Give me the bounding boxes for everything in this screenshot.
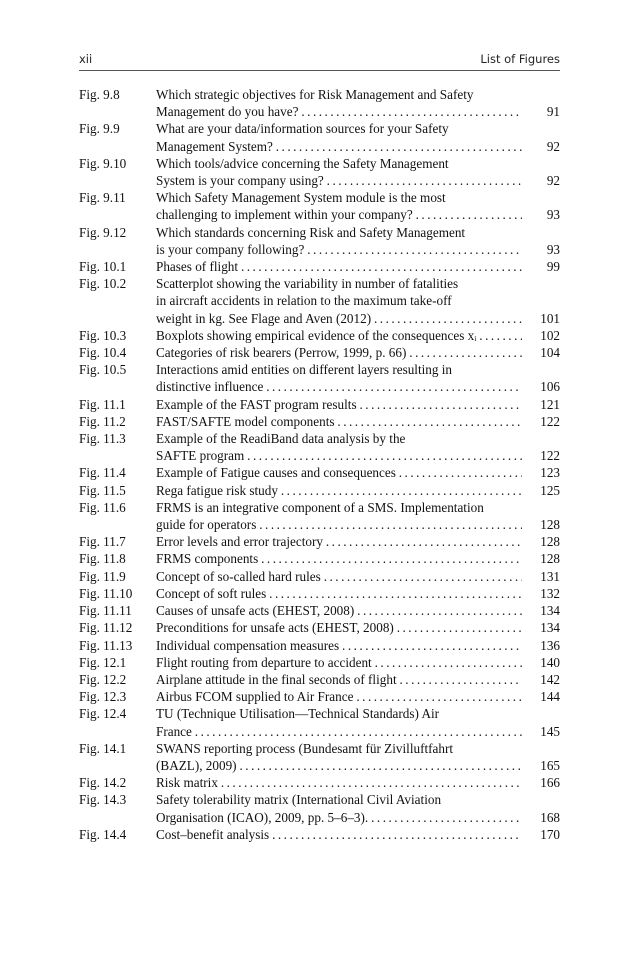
figure-page-number: 131	[540, 568, 560, 584]
figure-title-line: guide for operators . . .	[156, 516, 522, 533]
figure-title-line: Preconditions for unsafe acts (EHEST, 2008) . . .	[156, 619, 522, 636]
figure-title	[156, 791, 522, 825]
figure-number: Fig. 9.10	[79, 155, 127, 171]
figure-title-line: Categories of risk bearers (Perrow, 1999, p. 66) . . .	[156, 344, 522, 361]
figure-entry	[79, 344, 560, 361]
figure-title	[156, 568, 522, 585]
figure-page-number: 101	[540, 310, 560, 326]
figure-title-line: challenging to implement within your company? . . .	[156, 206, 522, 223]
figure-title	[156, 671, 522, 688]
figure-title	[156, 654, 522, 671]
figure-title	[156, 396, 522, 413]
figure-title	[156, 602, 522, 619]
figure-page-number: 125	[540, 482, 560, 498]
figure-number: Fig. 11.3	[79, 431, 126, 447]
figure-entry	[79, 826, 560, 843]
figure-title-line: FRMS is an integrative component of a SMS. Implementation	[156, 499, 484, 515]
figure-number: Fig. 10.1	[79, 259, 127, 275]
figure-title-line: Scatterplot showing the variability in number of fatalities	[156, 276, 459, 292]
figure-title-line: Airplane attitude in the final seconds of flight . . .	[156, 671, 522, 688]
figure-title-line: Management do you have? . . .	[156, 103, 522, 120]
figure-title	[156, 585, 522, 602]
figure-title-line: Example of the ReadiBand data analysis by the	[156, 431, 406, 447]
figure-number: Fig. 11.9	[79, 568, 126, 584]
figure-number: Fig. 11.2	[79, 413, 126, 429]
figure-title	[156, 224, 522, 258]
figure-number: Fig. 10.5	[79, 362, 127, 378]
figure-entry	[79, 637, 560, 654]
figure-title-line: Example of Fatigue causes and consequences . . .	[156, 464, 522, 481]
figure-title	[156, 688, 522, 705]
figure-entry	[79, 275, 560, 327]
figure-number: Fig. 12.3	[79, 689, 127, 705]
figure-title-line: TU (Technique Utilisation—Technical Standards) Air	[156, 706, 440, 722]
running-header	[79, 50, 560, 71]
figure-title	[156, 464, 522, 481]
figure-page-number: 128	[540, 551, 560, 567]
figure-title	[156, 344, 522, 361]
figure-entry	[79, 585, 560, 602]
figure-title-line: Safety tolerability matrix (International Civil Aviation	[156, 792, 442, 808]
figure-number: Fig. 9.12	[79, 224, 127, 240]
figure-title-line: System is your company using? . . .	[156, 172, 522, 189]
figure-page-number: 140	[540, 654, 560, 670]
figure-entry	[79, 602, 560, 619]
figure-title-line: Which Safety Management System module is the most	[156, 190, 446, 206]
figure-number: Fig. 12.1	[79, 654, 127, 670]
figure-title	[156, 86, 522, 120]
figure-number: Fig. 12.2	[79, 671, 127, 687]
figure-title-line: Boxplots showing empirical evidence of the consequences xᵢ . . .	[156, 327, 522, 344]
figure-number: Fig. 11.4	[79, 465, 126, 481]
figure-title	[156, 258, 522, 275]
figure-title	[156, 619, 522, 636]
figure-entry	[79, 533, 560, 550]
figure-page-number: 122	[540, 413, 560, 429]
figure-title	[156, 275, 522, 327]
figure-entry	[79, 413, 560, 430]
figure-page-number: 92	[546, 138, 560, 154]
figure-title	[156, 155, 522, 189]
figure-entry	[79, 86, 560, 120]
figure-entry	[79, 120, 560, 154]
page-number-roman: xii	[79, 52, 93, 66]
figure-page-number: 128	[540, 517, 560, 533]
figure-title-line: Example of the FAST program results . . .	[156, 396, 522, 413]
figure-title	[156, 826, 522, 843]
figure-number: Fig. 10.3	[79, 327, 127, 343]
figure-page-number: 134	[540, 620, 560, 636]
figure-entry	[79, 791, 560, 825]
figure-title	[156, 120, 522, 154]
figure-number: Fig. 14.4	[79, 826, 127, 842]
figure-title-line: Risk matrix . . .	[156, 774, 522, 791]
figure-number: Fig. 9.8	[79, 87, 120, 102]
figure-page-number: 91	[546, 104, 560, 120]
figure-title-line: France . . .	[156, 723, 522, 740]
figure-number: Fig. 11.5	[79, 482, 126, 498]
figure-page-number: 104	[540, 345, 560, 361]
figure-title-line: What are your data/information sources for your Safety	[156, 121, 449, 137]
figure-title-line: Airbus FCOM supplied to Air France . . .	[156, 688, 522, 705]
figure-entry	[79, 568, 560, 585]
figure-number: Fig. 11.13	[79, 637, 133, 653]
figure-title-line: FAST/SAFTE model components . . .	[156, 413, 522, 430]
figure-entry	[79, 482, 560, 499]
figure-title-line: SAFTE program . . .	[156, 447, 522, 464]
figure-title-line: Individual compensation measures . . .	[156, 637, 522, 654]
figure-title-line: Cost–benefit analysis . . .	[156, 826, 522, 843]
figure-entry	[79, 671, 560, 688]
figure-title-line: Concept of so-called hard rules . . .	[156, 568, 522, 585]
figure-page-number: 132	[540, 585, 560, 601]
figure-title	[156, 413, 522, 430]
figure-title-line: Rega fatigue risk study . . .	[156, 482, 522, 499]
figure-title-line: Management System? . . .	[156, 138, 522, 155]
figure-title-line: Interactions amid entities on different layers resulting in	[156, 362, 453, 378]
figure-page-number: 128	[540, 534, 560, 550]
figure-page-number: 165	[540, 757, 560, 773]
figure-page-number: 144	[540, 689, 560, 705]
figure-title-line: is your company following? . . .	[156, 241, 522, 258]
figure-number: Fig. 9.9	[79, 121, 120, 137]
figure-title-line: in aircraft accidents in relation to the maximum take-off	[156, 293, 452, 309]
figure-title-line: weight in kg. See Flage and Aven (2012) . . .	[156, 310, 522, 327]
figure-number: Fig. 11.10	[79, 585, 133, 601]
figure-number: Fig. 11.6	[79, 499, 126, 515]
figure-page-number: 122	[540, 448, 560, 464]
figure-number: Fig. 10.2	[79, 276, 127, 292]
figure-title-line: Phases of flight . . .	[156, 258, 522, 275]
figure-title-line: Flight routing from departure to accident . . .	[156, 654, 522, 671]
figure-title-line: distinctive influence . . .	[156, 378, 522, 395]
figure-page-number: 142	[540, 671, 560, 687]
figure-entry	[79, 189, 560, 223]
figure-title	[156, 430, 522, 464]
figure-page-number: 123	[540, 465, 560, 481]
figure-number: Fig. 11.12	[79, 620, 133, 636]
figure-page-number: 170	[540, 826, 560, 842]
figure-title-line: Organisation (ICAO), 2009, pp. 5–6–3). . . .	[156, 809, 522, 826]
figure-title-line: FRMS components . . .	[156, 550, 522, 567]
figure-number: Fig. 14.2	[79, 775, 127, 791]
figure-page-number: 134	[540, 603, 560, 619]
figure-number: Fig. 10.4	[79, 345, 127, 361]
figure-entry	[79, 688, 560, 705]
figure-title-line: SWANS reporting process (Bundesamt für Zivilluftfahrt	[156, 740, 454, 756]
figure-title-line: (BAZL), 2009) . . .	[156, 757, 522, 774]
figure-entry	[79, 430, 560, 464]
figure-entry	[79, 224, 560, 258]
list-of-figures	[79, 86, 560, 843]
figure-title-line: Concept of soft rules . . .	[156, 585, 522, 602]
figure-page-number: 99	[546, 259, 560, 275]
figure-title	[156, 361, 522, 395]
figure-title	[156, 705, 522, 739]
figure-title-line: Error levels and error trajectory . . .	[156, 533, 522, 550]
figure-number: Fig. 14.3	[79, 792, 127, 808]
figure-title	[156, 637, 522, 654]
figure-entry	[79, 327, 560, 344]
figure-entry	[79, 654, 560, 671]
figure-page-number: 145	[540, 723, 560, 739]
figure-entry	[79, 550, 560, 567]
figure-entry	[79, 619, 560, 636]
figure-title	[156, 550, 522, 567]
figure-entry	[79, 361, 560, 395]
figure-title	[156, 327, 522, 344]
figure-number: Fig. 11.1	[79, 396, 126, 412]
figure-number: Fig. 14.1	[79, 740, 127, 756]
figure-entry	[79, 258, 560, 275]
figure-entry	[79, 396, 560, 413]
figure-page-number: 121	[540, 396, 560, 412]
figure-entry	[79, 740, 560, 774]
figure-number: Fig. 11.11	[79, 603, 132, 619]
figure-number: Fig. 11.8	[79, 551, 126, 567]
figure-number: Fig. 9.11	[79, 190, 126, 206]
figure-title-line: Which standards concerning Risk and Safety Management	[156, 224, 466, 240]
figure-page-number: 166	[540, 775, 560, 791]
figure-title	[156, 499, 522, 533]
figure-title	[156, 774, 522, 791]
figure-title-line: Which strategic objectives for Risk Management and Safety	[156, 87, 474, 102]
figure-title	[156, 482, 522, 499]
figure-entry	[79, 705, 560, 739]
figure-page-number: 102	[540, 327, 560, 343]
figure-page-number: 106	[540, 379, 560, 395]
figure-page-number: 92	[546, 173, 560, 189]
figure-number: Fig. 11.7	[79, 534, 126, 550]
figure-page-number: 93	[546, 241, 560, 257]
figure-title-line: Which tools/advice concerning the Safety Management	[156, 155, 449, 171]
figure-entry	[79, 499, 560, 533]
figure-title	[156, 740, 522, 774]
figure-title-line: Causes of unsafe acts (EHEST, 2008) . . .	[156, 602, 522, 619]
figure-title	[156, 189, 522, 223]
figure-title	[156, 533, 522, 550]
figure-entry	[79, 464, 560, 481]
figure-page-number: 136	[540, 637, 560, 653]
figure-number: Fig. 12.4	[79, 706, 127, 722]
figure-page-number: 168	[540, 809, 560, 825]
figure-entry	[79, 155, 560, 189]
section-title: List of Figures	[480, 52, 560, 66]
figure-page-number: 93	[546, 207, 560, 223]
figure-entry	[79, 774, 560, 791]
